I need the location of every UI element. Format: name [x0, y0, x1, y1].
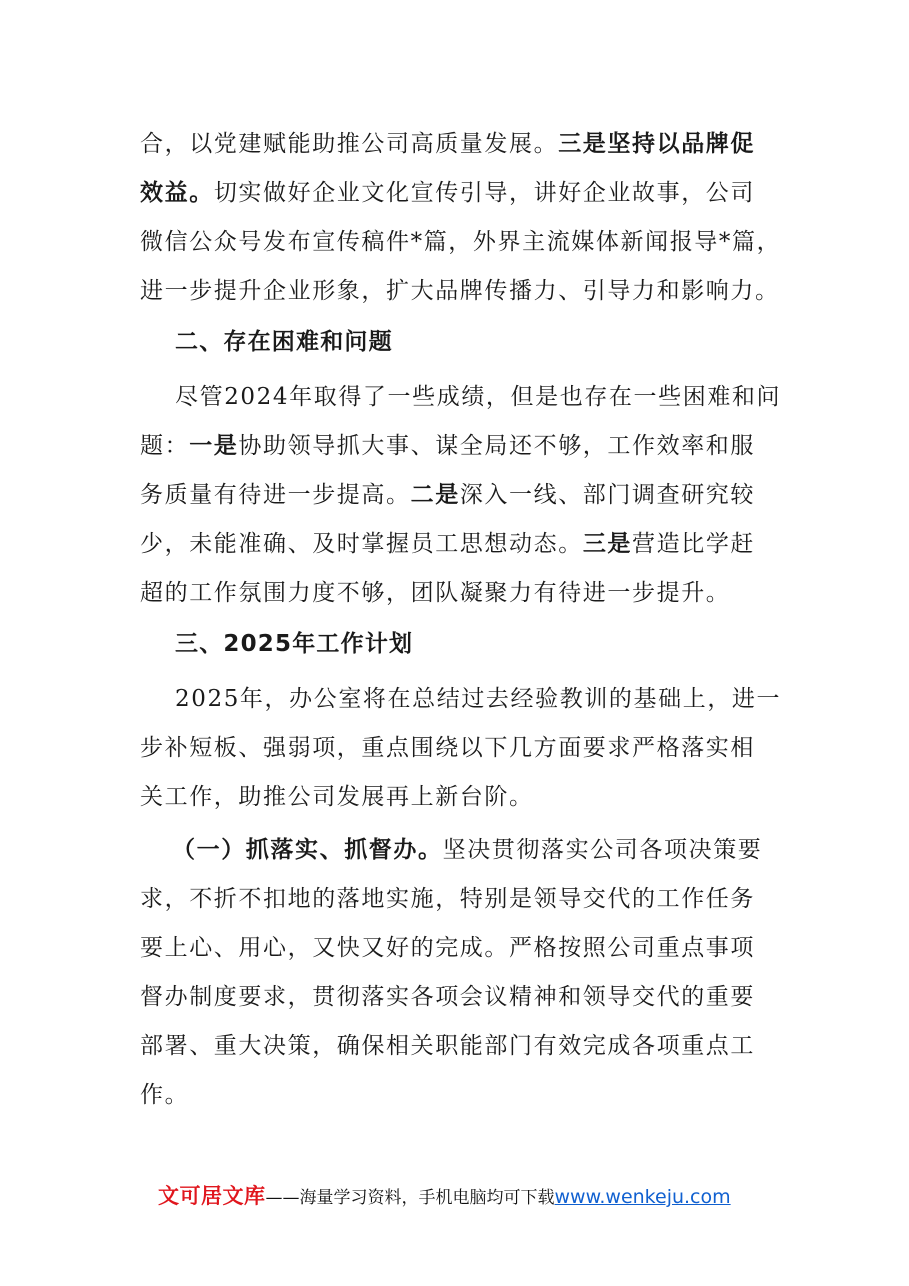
paragraph-line — [140, 480, 755, 510]
footer-slogan: ——海量学习资料，手机电脑均可下载 — [265, 1188, 555, 1208]
paragraph-line — [175, 382, 781, 412]
text-run: 关工作，助推公司发展再上新台阶。 — [140, 784, 534, 810]
bold-run: 三是 — [582, 531, 633, 557]
text-run: 进一步提升企业形象，扩大品牌传播力、引导力和影响力。 — [140, 278, 780, 304]
text-run: 作。 — [140, 1082, 190, 1108]
paragraph-line — [140, 129, 755, 159]
text-run: 超的工作氛围力度不够，团队凝聚力有待进一步提升。 — [140, 580, 731, 606]
text-run: 营造比学赶 — [632, 531, 756, 557]
paragraph-line — [140, 1080, 189, 1110]
bold-run: 一是 — [189, 433, 239, 459]
text-run: 求，不折不扣地的落地实施，特别是领导交代的工作任务 — [140, 886, 755, 912]
paragraph-line — [175, 684, 781, 714]
paragraph-line — [140, 982, 755, 1012]
paragraph-line — [140, 276, 780, 306]
text-run: 务质量有待进一步提高。 — [140, 482, 411, 508]
paragraph-line — [140, 529, 755, 559]
footer-banner — [158, 1181, 731, 1213]
text-run: 2025年，办公室将在总结过去经验教训的基础上，进一 — [175, 686, 782, 712]
bold-run: （一）抓落实、抓督办。 — [172, 837, 443, 863]
text-run: 少，未能准确、及时掌握员工思想动态。 — [140, 531, 583, 557]
bold-run: 二是 — [410, 482, 460, 508]
paragraph-line — [172, 835, 762, 865]
paragraph-line — [140, 733, 755, 763]
bold-run: 三是坚持以品牌促 — [558, 131, 756, 157]
paragraph-line — [140, 227, 781, 257]
brand-name: 文可居文库 — [158, 1184, 266, 1208]
text-run: 微信公众号发布宣传稿件*篇，外界主流媒体新闻报导*篇， — [140, 229, 782, 255]
text-run: 切实做好企业文化宣传引导，讲好企业故事，公司 — [213, 180, 756, 206]
text-run: 协助领导抓大事、谋全局还不够，工作效率和服 — [238, 433, 756, 459]
paragraph-line — [140, 178, 755, 208]
paragraph-line — [140, 431, 755, 461]
paragraph-line — [140, 884, 755, 914]
paragraph-line — [140, 933, 755, 963]
section-heading: 三、2025年工作计划 — [175, 631, 414, 657]
paragraph-line — [140, 578, 730, 608]
website-link[interactable]: www.wenkeju.com — [554, 1186, 731, 1208]
text-run: 深入一线、部门调查研究较 — [459, 482, 756, 508]
text-run: 督办制度要求，贯彻落实各项会议精神和领导交代的重要 — [140, 984, 755, 1010]
bold-run: 效益。 — [140, 180, 214, 206]
section-heading: 二、存在困难和问题 — [175, 329, 393, 355]
text-run: 要上心、用心，又快又好的完成。严格按照公司重点事项 — [140, 935, 755, 961]
text-run: 题： — [140, 433, 190, 459]
text-run: 合，以党建赋能助推公司高质量发展。 — [140, 131, 559, 157]
paragraph-line — [140, 782, 534, 812]
text-run: 步补短板、强弱项，重点围绕以下几方面要求严格落实相 — [140, 735, 755, 761]
paragraph-line — [140, 1031, 755, 1061]
text-run: 部署、重大决策，确保相关职能部门有效完成各项重点工 — [140, 1033, 755, 1059]
text-run: 尽管2024年取得了一些成绩，但是也存在一些困难和问 — [175, 384, 782, 410]
text-run: 坚决贯彻落实公司各项决策要 — [442, 837, 763, 863]
